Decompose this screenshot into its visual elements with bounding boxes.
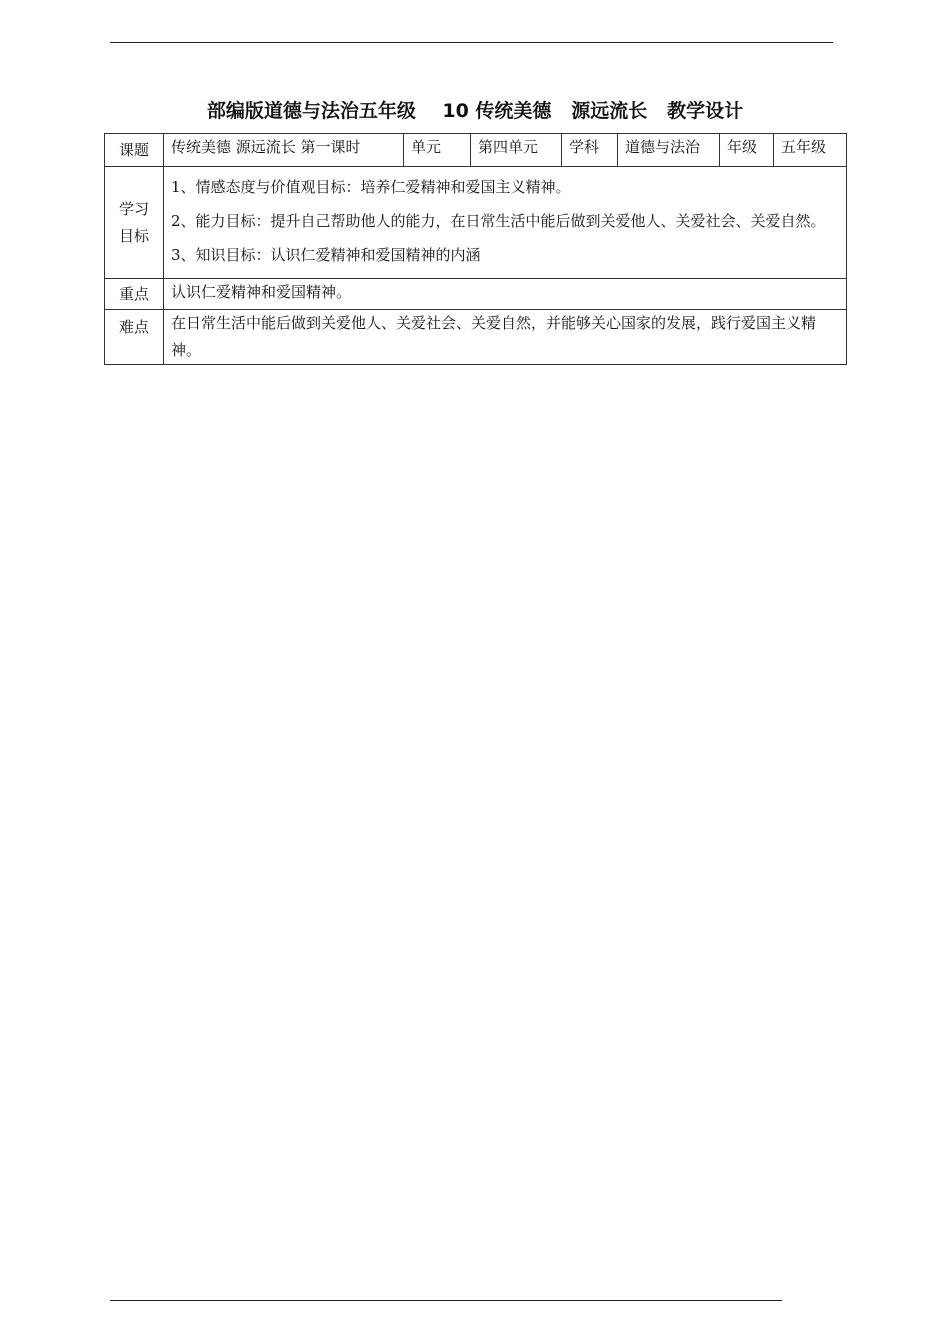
footer-rule bbox=[110, 1300, 782, 1301]
header-row bbox=[105, 134, 847, 167]
header-rule bbox=[110, 42, 833, 43]
grade-label: 年级 bbox=[720, 134, 774, 167]
objectives-label bbox=[105, 167, 164, 279]
objective-item: 1、情感态度与价值观目标：培养仁爱精神和爱国主义精神。 bbox=[171, 178, 571, 196]
unit-label: 单元 bbox=[404, 134, 471, 167]
focus-row bbox=[105, 279, 847, 310]
objectives-row bbox=[105, 167, 847, 279]
lesson-plan-table bbox=[104, 133, 847, 365]
difficulty-row bbox=[105, 310, 847, 365]
difficulty-label: 难点 bbox=[105, 310, 164, 365]
objectives-content bbox=[164, 167, 847, 279]
topic-value: 传统美德 源远流长 第一课时 bbox=[164, 134, 404, 167]
unit-value: 第四单元 bbox=[471, 134, 562, 167]
document-title: 部编版道德与法治五年级 10 传统美德 源远流长 教学设计 bbox=[206, 100, 744, 122]
focus-label: 重点 bbox=[105, 279, 164, 310]
difficulty-value: 在日常生活中能后做到关爱他人、关爱社会、关爱自然，并能够关心国家的发展，践行爱国主义精神。 bbox=[164, 310, 847, 365]
subject-label: 学科 bbox=[562, 134, 618, 167]
subject-value: 道德与法治 bbox=[618, 134, 720, 167]
objectives-label-line2: 目标 bbox=[118, 226, 149, 245]
grade-value: 五年级 bbox=[774, 134, 847, 167]
topic-label: 课题 bbox=[105, 134, 164, 167]
focus-value: 认识仁爱精神和爱国精神。 bbox=[164, 279, 847, 310]
objective-item: 3、知识目标：认识仁爱精神和爱国精神的内涵 bbox=[171, 246, 481, 264]
objective-item: 2、能力目标：提升自己帮助他人的能力，在日常生活中能后做到关爱他人、关爱社会、关爱自然。 bbox=[171, 212, 826, 230]
objectives-label-line1: 学习 bbox=[118, 199, 149, 218]
